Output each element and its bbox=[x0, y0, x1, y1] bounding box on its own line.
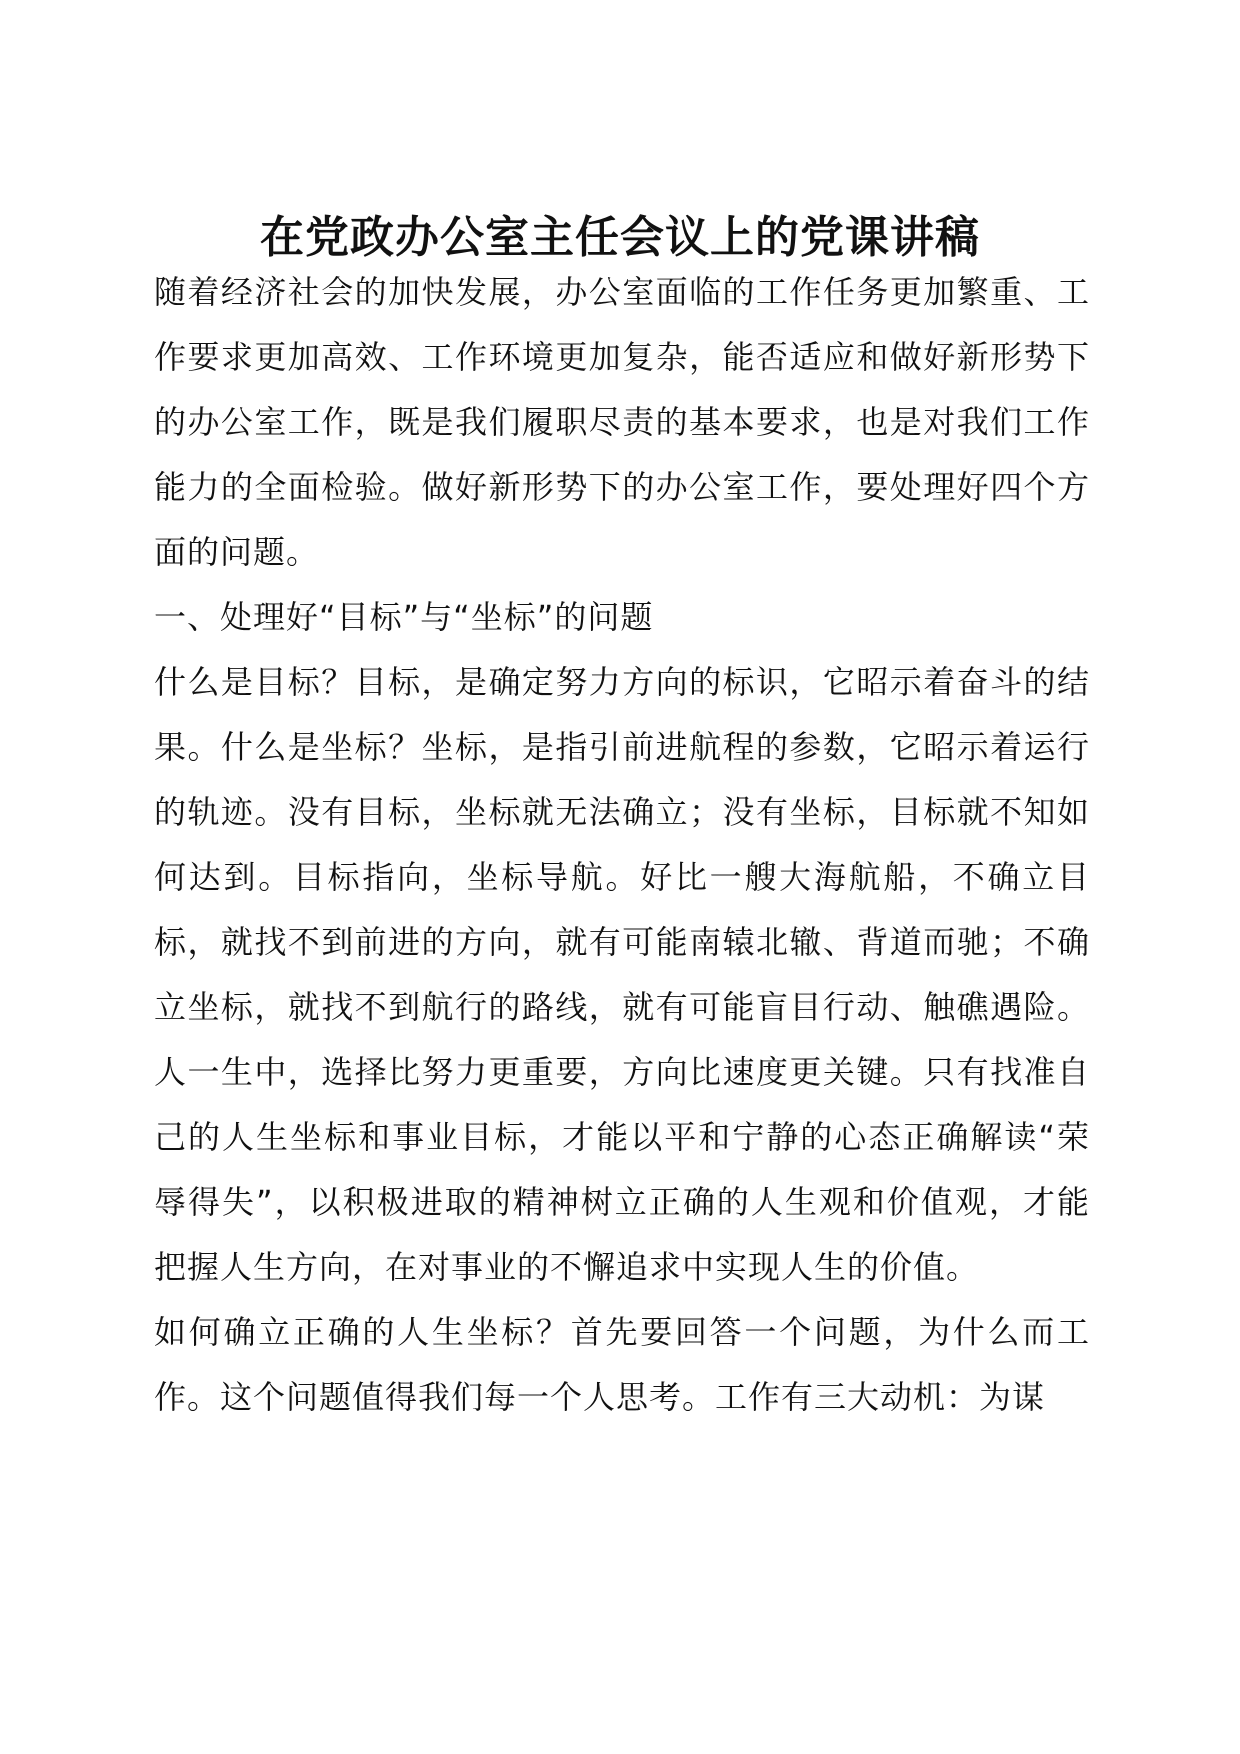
section-heading-1: 一、处理好“目标”与“坐标”的问题 bbox=[154, 598, 654, 636]
paragraph-section1-2: 如何确立正确的人生坐标？首先要回答一个问题，为什么而工作。这个问题值得我们每一个人思考。工作有三大动机：为谋 bbox=[154, 1313, 1090, 1416]
document-body bbox=[154, 260, 1090, 1430]
paragraph-intro: 随着经济社会的加快发展，办公室面临的工作任务更加繁重、工作要求更加高效、工作环境更加复杂，能否适应和做好新形势下的办公室工作，既是我们履职尽责的基本要求，也是对我们工作能力的全面检验。做好新形势下的办公室工作，要处理好四个方面的问题。 bbox=[154, 273, 1090, 571]
paragraph-section1-1: 什么是目标？目标，是确定努力方向的标识，它昭示着奋斗的结果。什么是坐标？坐标，是指引前进航程的参数，它昭示着运行的轨迹。没有目标，坐标就无法确立；没有坐标，目标就不知如何达到。目标指向，坐标导航。好比一艘大海航船，不确立目标，就找不到前进的方向，就有可能南辕北辙、背道而驰；不确立坐标，就找不到航行的路线，就有可能盲目行动、触礁遇险。人一生中，选择比努力更重要，方向比速度更关键。只有找准自己的人生坐标和事业目标，才能以平和宁静的心态正确解读“荣辱得失”，以积极进取的精神树立正确的人生观和价值观，才能把握人生方向，在对事业的不懈追求中实现人生的价值。 bbox=[154, 663, 1090, 1286]
document-title: 在党政办公室主任会议上的党课讲稿 bbox=[260, 212, 980, 263]
